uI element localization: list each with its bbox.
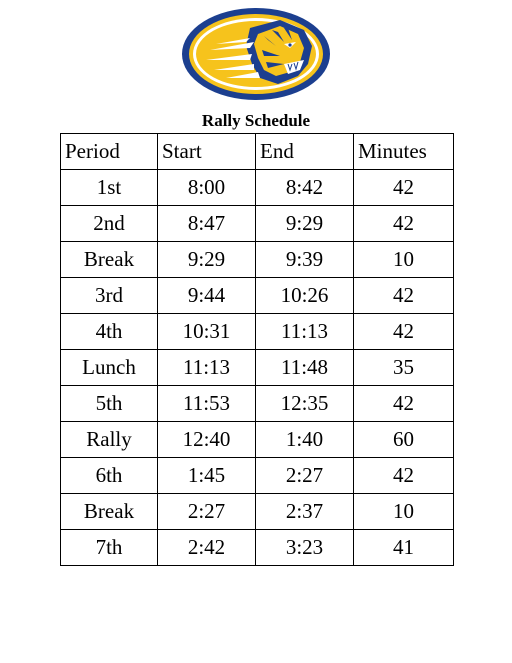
minutes-cell: 42 <box>354 170 454 206</box>
table-row <box>61 530 454 566</box>
start-cell: 8:00 <box>158 170 256 206</box>
column-header-period: Period <box>61 134 158 170</box>
column-header-start: Start <box>158 134 256 170</box>
table-row <box>61 206 454 242</box>
start-cell: 10:31 <box>158 314 256 350</box>
minutes-cell: 42 <box>354 386 454 422</box>
start-cell: 11:13 <box>158 350 256 386</box>
start-cell: 11:53 <box>158 386 256 422</box>
period-cell: Break <box>61 494 158 530</box>
table-row <box>61 386 454 422</box>
table-row <box>61 314 454 350</box>
schedule-table <box>60 133 454 566</box>
table-row <box>61 278 454 314</box>
period-cell: Rally <box>61 422 158 458</box>
period-cell: 5th <box>61 386 158 422</box>
end-cell: 11:13 <box>256 314 354 350</box>
end-cell: 3:23 <box>256 530 354 566</box>
minutes-cell: 35 <box>354 350 454 386</box>
minutes-cell: 42 <box>354 278 454 314</box>
table-row <box>61 242 454 278</box>
minutes-cell: 42 <box>354 314 454 350</box>
start-cell: 2:42 <box>158 530 256 566</box>
start-cell: 1:45 <box>158 458 256 494</box>
period-cell: 1st <box>61 170 158 206</box>
period-cell: Break <box>61 242 158 278</box>
minutes-cell: 10 <box>354 494 454 530</box>
minutes-cell: 42 <box>354 458 454 494</box>
period-cell: Lunch <box>61 350 158 386</box>
start-cell: 12:40 <box>158 422 256 458</box>
period-cell: 7th <box>61 530 158 566</box>
table-row <box>61 170 454 206</box>
minutes-cell: 60 <box>354 422 454 458</box>
period-cell: 6th <box>61 458 158 494</box>
table-row <box>61 458 454 494</box>
start-cell: 2:27 <box>158 494 256 530</box>
minutes-cell: 41 <box>354 530 454 566</box>
end-cell: 9:39 <box>256 242 354 278</box>
end-cell: 2:27 <box>256 458 354 494</box>
end-cell: 2:37 <box>256 494 354 530</box>
end-cell: 9:29 <box>256 206 354 242</box>
table-row <box>61 350 454 386</box>
end-cell: 10:26 <box>256 278 354 314</box>
minutes-cell: 42 <box>354 206 454 242</box>
end-cell: 8:42 <box>256 170 354 206</box>
table-row <box>61 494 454 530</box>
period-cell: 2nd <box>61 206 158 242</box>
end-cell: 12:35 <box>256 386 354 422</box>
minutes-cell: 10 <box>354 242 454 278</box>
column-header-end: End <box>256 134 354 170</box>
page-title: Rally Schedule <box>201 111 311 130</box>
start-cell: 9:29 <box>158 242 256 278</box>
start-cell: 8:47 <box>158 206 256 242</box>
end-cell: 1:40 <box>256 422 354 458</box>
tiger-head-logo <box>180 6 332 102</box>
table-header-row <box>61 134 454 170</box>
start-cell: 9:44 <box>158 278 256 314</box>
end-cell: 11:48 <box>256 350 354 386</box>
column-header-minutes: Minutes <box>354 134 454 170</box>
table-row <box>61 422 454 458</box>
period-cell: 3rd <box>61 278 158 314</box>
period-cell: 4th <box>61 314 158 350</box>
